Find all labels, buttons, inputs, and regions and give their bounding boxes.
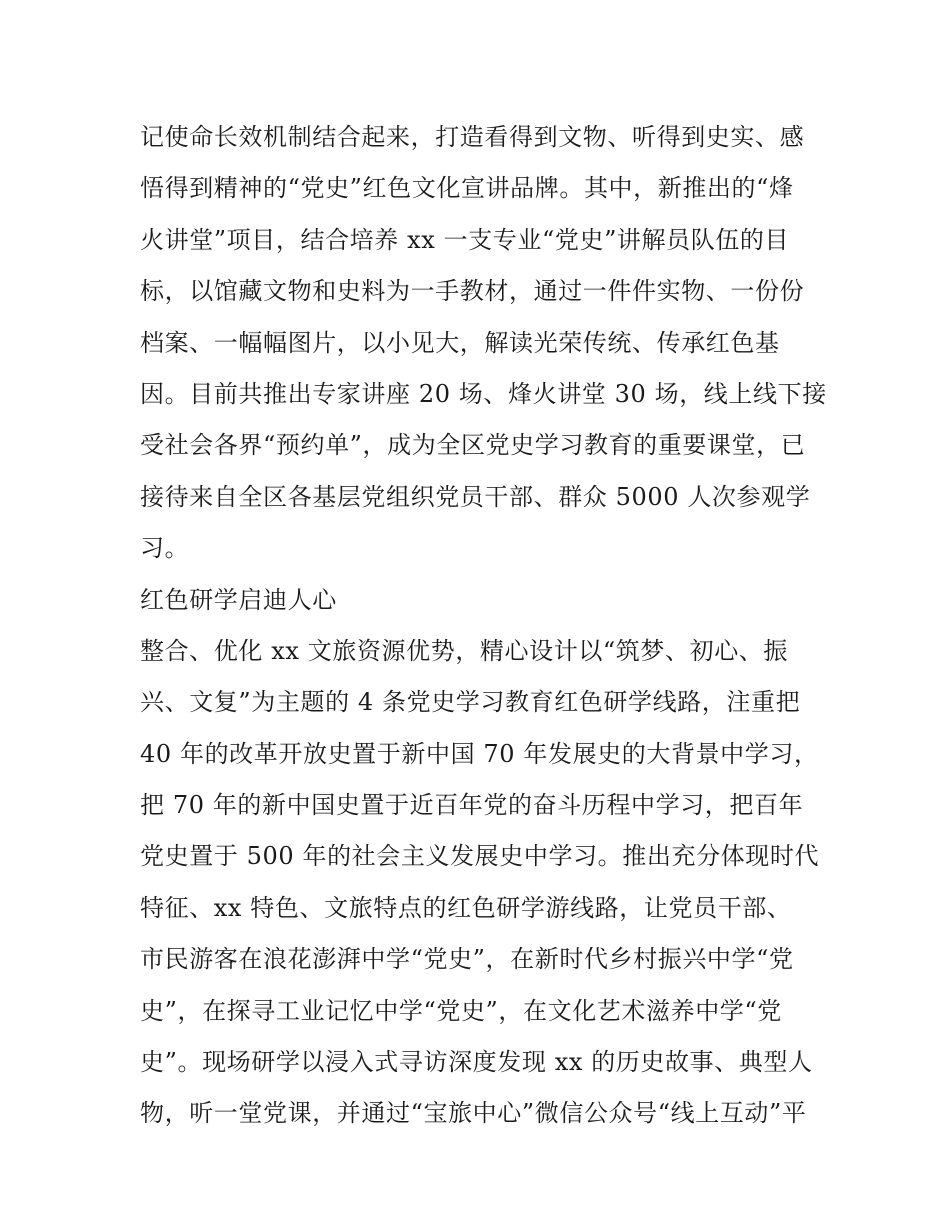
text-line: 受社会各界“预约单”，成为全区党史学习教育的重要课堂，已 — [140, 431, 806, 460]
text-line: 档案、一幅幅图片，以小见大，解读光荣传统、传承红色基 — [140, 328, 780, 357]
text-line: 把 70 年的新中国史置于近百年党的奋斗历程中学习，把百年 — [140, 791, 804, 820]
text-line: 记使命长效机制结合起来，打造看得到文物、听得到史实、感 — [140, 123, 805, 151]
text-line: 史”，在探寻工业记忆中学“党史”，在文化艺术滋养中学“党 — [140, 996, 782, 1025]
paragraph-1 — [140, 112, 830, 575]
text-line: 标，以馆藏文物和史料为一手教材，通过一件件实物、一份份 — [140, 277, 805, 306]
document-body — [140, 112, 830, 1140]
text-line: 特征、xx 特色、文旅特点的红色研学游线路，让党员干部、 — [140, 893, 792, 922]
paragraph-2 — [140, 626, 830, 1140]
text-line: 40 年的改革开放史置于新中国 70 年发展史的大背景中学习， — [140, 739, 819, 768]
text-line: 物，听一堂党课，并通过“宝旅中心”微信公众号“线上互动”平 — [140, 1099, 807, 1128]
text-line: 史”。现场研学以浸入式寻访深度发现 xx 的历史故事、典型人 — [140, 1048, 813, 1077]
text-line: 悟得到精神的“党史”红色文化宣讲品牌。其中，新推出的“烽 — [140, 174, 794, 203]
text-line: 党史置于 500 年的社会主义发展史中学习。推出充分体现时代 — [140, 842, 820, 871]
text-line: 习。 — [140, 534, 190, 563]
section-heading: 红色研学启迪人心 — [140, 585, 337, 614]
text-line: 市民游客在浪花澎湃中学“党史”，在新时代乡村振兴中学“党 — [140, 945, 794, 974]
text-line: 因。目前共推出专家讲座 20 场、烽火讲堂 30 场，线上线下接 — [140, 379, 827, 408]
text-line: 兴、文复”为主题的 4 条党史学习教育红色研学线路，注重把 — [140, 688, 801, 717]
text-line: 火讲堂”项目，结合培养 xx 一支专业“党史”讲解员队伍的目 — [140, 225, 790, 254]
text-line: 接待来自全区各基层党组织党员干部、群众 5000 人次参观学 — [140, 482, 811, 511]
text-line: 整合、优化 xx 文旅资源优势，精心设计以“筑梦、初心、振 — [140, 636, 788, 665]
